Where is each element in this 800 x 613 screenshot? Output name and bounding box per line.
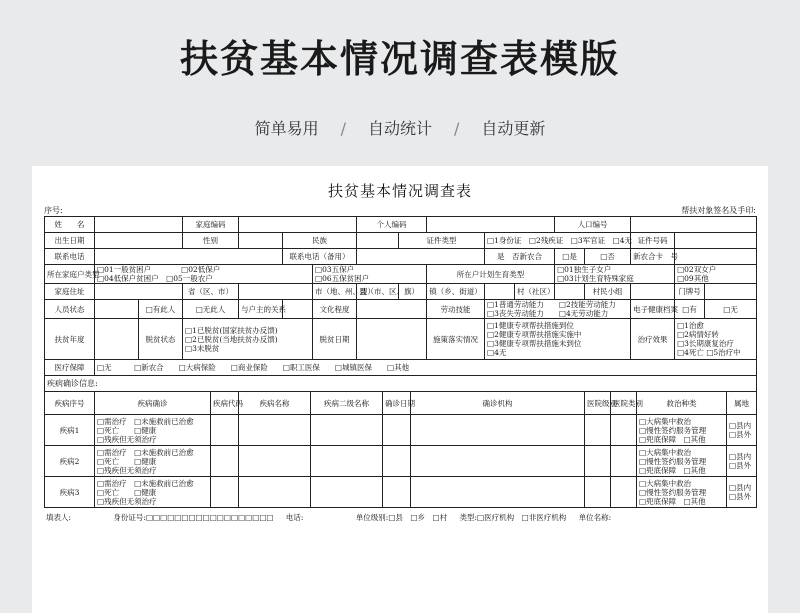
relation-label: 与户主的关系 (239, 300, 283, 319)
relation-field[interactable] (283, 300, 313, 319)
member-type-options-a[interactable] (555, 265, 675, 284)
city-field[interactable] (239, 284, 313, 300)
hero-title: 扶贫基本情况调查表模版 (179, 37, 620, 81)
population-code-field[interactable] (631, 217, 757, 233)
effect-opt-line (677, 348, 754, 357)
education-label: 文化程度 (313, 300, 357, 319)
exit-status-label: 脱贫状态 (139, 319, 183, 360)
hospital-level-field[interactable] (585, 446, 611, 477)
exit-opt-line: □2已脱贫(当地扶贫办反馈) (185, 334, 278, 344)
form-footer (32, 508, 768, 523)
disease-subname-field[interactable] (311, 415, 383, 446)
col-header: 属地 (727, 392, 757, 415)
confirm-opt: □死亡 □健康 (97, 425, 157, 435)
treat-opt: □慢性签约服务管理 (639, 456, 707, 466)
group-field[interactable] (631, 284, 675, 300)
gender-field[interactable] (239, 233, 283, 249)
confirm-opt: □残疾但无须治疗 (97, 465, 157, 475)
local-opt: □县内 (729, 452, 752, 461)
id-no-field[interactable] (675, 233, 757, 249)
phone-backup-field[interactable] (357, 249, 485, 265)
local-opt: □县外 (729, 492, 752, 501)
address-label: 家庭住址 (45, 284, 95, 300)
col-header: 疾病二级名称 (311, 392, 383, 415)
unit-level[interactable]: 单位级别:□县 □乡 □村 (355, 513, 448, 522)
basic-info-table (44, 216, 757, 392)
local-options[interactable] (727, 415, 757, 446)
population-code-label: 人口编号 (555, 217, 631, 233)
hospital-type-field[interactable] (611, 415, 637, 446)
village-field[interactable] (555, 284, 585, 300)
local-opt: □县内 (729, 421, 752, 430)
measure-opt-line: □1健康专项帮扶措施到位 (487, 321, 574, 330)
disease-label: 疾病2 (45, 446, 95, 477)
measure-opt-line: □3健康专项帮扶措施未到位 (487, 339, 582, 348)
member-type-label: 所在户计划生育类型 (427, 265, 555, 284)
phone-label: 联系电话 (45, 249, 95, 265)
hospital-type-field[interactable] (611, 477, 637, 508)
province-label: 省（区、市） (183, 284, 239, 300)
effect-opt-line: □2病情好转 (677, 330, 719, 339)
mt-opt-line: □01独生子女户 (557, 265, 612, 274)
ncms-no[interactable]: □否 (585, 249, 631, 265)
labor-opt-line: □3丧失劳动能力 □4无劳动能力 (487, 309, 609, 318)
e-record-label: 电子健康档案 (631, 300, 675, 319)
confirm-date-field[interactable] (383, 415, 411, 446)
effect-opt-line: □3长期康复治疗 (677, 339, 734, 348)
col-header: 疾病名称 (239, 392, 311, 415)
disease-subname-field[interactable] (311, 477, 383, 508)
person-code-field[interactable] (427, 217, 555, 233)
disease-section-label: 疾病确诊信息: (45, 376, 757, 392)
mt-opt-line: □09其他 (677, 274, 709, 283)
family-code-field[interactable] (239, 217, 357, 233)
sheet-meta (32, 205, 768, 216)
form-row-birth (45, 233, 757, 249)
treat-opt: □慢性签约服务管理 (639, 425, 707, 435)
measures-label: 施策落实情况 (427, 319, 485, 360)
confirm-opt: □需治疗 □未施救前已治愈 (97, 416, 194, 426)
name-label: 姓 名 (45, 217, 95, 233)
form-row-phone (45, 249, 757, 265)
effect-opt-line: □1治愈 (677, 321, 704, 330)
ht-opt-line: □06五保贫困户 (315, 274, 370, 283)
status-label: 人员状态 (45, 300, 95, 319)
table-row (45, 446, 757, 477)
feature-separator: / (340, 119, 346, 138)
form-row-year (45, 319, 757, 360)
person-code-label: 个人编码 (357, 217, 427, 233)
table-row (45, 415, 757, 446)
confirm-date-field[interactable] (383, 446, 411, 477)
serial-label: 序号: (44, 206, 63, 215)
confirm-opt: □残疾但无须治疗 (97, 434, 157, 444)
sheet-title: 扶贫基本情况调查表 (327, 182, 472, 200)
city-label: 市（地、州、盟） (313, 284, 357, 300)
confirm-org-field[interactable] (411, 477, 585, 508)
phone-field[interactable] (95, 249, 283, 265)
confirm-options[interactable] (95, 477, 211, 508)
house-no-field[interactable] (705, 284, 757, 300)
medical-label: 医疗保障 (45, 360, 95, 376)
ncms-card-field[interactable] (675, 249, 757, 265)
disease-subname-field[interactable] (311, 446, 383, 477)
treat-opt: □大病集中救治 (639, 416, 692, 426)
confirm-opt: □需治疗 □未施救前已治愈 (97, 478, 194, 488)
form-row-medical (45, 360, 757, 376)
effect-options[interactable] (675, 319, 757, 360)
gender-label: 性别 (183, 233, 239, 249)
disease-code-field[interactable] (211, 446, 239, 477)
unit-name[interactable]: 单位名称: (578, 513, 612, 522)
treat-opt: □慢性签约服务管理 (639, 487, 707, 497)
hospital-level-field[interactable] (585, 477, 611, 508)
col-header: 疾病序号 (45, 392, 95, 415)
disease-name-field[interactable] (239, 477, 311, 508)
household-type-options-a[interactable] (95, 265, 313, 284)
form-row-address (45, 284, 757, 300)
feature-list (0, 116, 800, 139)
disease-table (44, 391, 757, 508)
county-label: 县（市、区、旗） (357, 284, 399, 300)
confirm-date-field[interactable] (383, 477, 411, 508)
local-opt: □县外 (729, 430, 752, 439)
disease-label: 疾病3 (45, 477, 95, 508)
treat-options[interactable] (637, 477, 727, 508)
effect-opt: □5治疗中 (706, 348, 741, 357)
table-row (45, 477, 757, 508)
col-header: 疾病代码 (211, 392, 239, 415)
village-label: 村（社区） (515, 284, 555, 300)
disease-code-field[interactable] (211, 415, 239, 446)
province-field[interactable] (95, 284, 183, 300)
col-header: 疾病确诊 (95, 392, 211, 415)
effect-opt: □4死亡 (677, 348, 704, 357)
household-type-options-b[interactable] (313, 265, 427, 284)
feature-separator: / (454, 119, 460, 138)
ncms-yes[interactable]: □是 (555, 249, 585, 265)
mt-opt-line: □03计划生育特殊家庭 (557, 274, 634, 283)
local-options[interactable] (727, 446, 757, 477)
unit-type[interactable]: 类型:□医疗机构 □非医疗机构 (459, 513, 567, 522)
treat-opt: □大病集中救治 (639, 447, 692, 457)
disease-section-row (45, 376, 757, 392)
confirm-opt: □残疾但无须治疗 (97, 496, 157, 506)
confirm-org-field[interactable] (411, 415, 585, 446)
exit-date-field[interactable] (357, 319, 427, 360)
education-field[interactable] (357, 300, 427, 319)
household-type-label: 所在家庭户类型 (45, 265, 95, 284)
disease-header-row (45, 392, 757, 415)
member-type-options-b[interactable] (675, 265, 757, 284)
treat-opt: □大病集中救治 (639, 478, 692, 488)
treat-opt: □兜底保障 □其他 (639, 496, 706, 506)
ethnic-label: 民族 (283, 233, 357, 249)
hospital-type-field[interactable] (611, 446, 637, 477)
ht-opt-line: □03五保户 (315, 265, 355, 274)
disease-label: 疾病1 (45, 415, 95, 446)
exit-date-label: 脱贫日期 (313, 319, 357, 360)
confirm-opt: □死亡 □健康 (97, 456, 157, 466)
local-opt: □县外 (729, 461, 752, 470)
filler-id[interactable]: 身份证号:□□□□□□□□□□□□□□□□□□ (113, 513, 274, 522)
name-field[interactable] (95, 217, 183, 233)
birth-label: 出生日期 (45, 233, 95, 249)
id-no-label: 证件号码 (631, 233, 675, 249)
measures-options[interactable] (485, 319, 631, 360)
ncms-card-label: 新农合卡 号 (631, 249, 675, 265)
measure-opt-line: □4无 (487, 348, 507, 357)
confirm-opt: □需治疗 □未施救前已治愈 (97, 447, 194, 457)
status-field[interactable] (95, 300, 139, 319)
form-row-name (45, 217, 757, 233)
status-not-alive[interactable]: □无此人 (183, 300, 239, 319)
form-sheet (32, 166, 768, 613)
feature-item: 简单易用 (254, 119, 319, 138)
id-type-options[interactable]: □1身份证 □2残疾证 □3军官证 □4无 (485, 233, 631, 249)
form-row-status (45, 300, 757, 319)
col-header: 医院类别 (611, 392, 637, 415)
col-header: 确诊机构 (411, 392, 585, 415)
exit-opt-line: □1已脱贫(国家扶贫办反馈) (185, 325, 278, 335)
exit-status-options[interactable] (183, 319, 313, 360)
measure-opt-line: □2健康专项帮扶措施实施中 (487, 330, 582, 339)
year-label: 扶贫年度 (45, 319, 95, 360)
treat-opt: □兜底保障 □其他 (639, 465, 706, 475)
hospital-level-field[interactable] (585, 415, 611, 446)
filler-phone[interactable]: 电话: (285, 513, 304, 522)
col-header: 医院级别 (585, 392, 611, 415)
town-label: 镇（乡、街道） (427, 284, 485, 300)
ht-opt-line: □01一般贫困户 □02低保户 (97, 265, 221, 274)
feature-item: 自动更新 (481, 119, 546, 138)
feature-item: 自动统计 (367, 119, 432, 138)
col-header: 确诊日期 (383, 392, 411, 415)
disease-code-field[interactable] (211, 477, 239, 508)
medical-options[interactable]: □无 □新农合 □大病保险 □商业保险 □职工医保 □城镇医保 □其他 (95, 360, 757, 376)
ncms-label: 是 否新农合 (485, 249, 555, 265)
birth-field[interactable] (95, 233, 183, 249)
treat-options[interactable] (637, 415, 727, 446)
disease-name-field[interactable] (239, 446, 311, 477)
town-field[interactable] (485, 284, 515, 300)
mt-opt-line: □02双女户 (677, 265, 717, 274)
exit-opt-line: □3未脱贫 (185, 343, 220, 353)
treat-opt: □兜底保障 □其他 (639, 434, 706, 444)
labor-options[interactable] (485, 300, 631, 319)
confirm-org-field[interactable] (411, 446, 585, 477)
e-record-has[interactable]: □有 (675, 300, 705, 319)
labor-label: 劳动技能 (427, 300, 485, 319)
status-alive[interactable]: □有此人 (139, 300, 183, 319)
confirm-options[interactable] (95, 446, 211, 477)
ethnic-field[interactable] (357, 233, 399, 249)
confirm-opt: □死亡 □健康 (97, 487, 157, 497)
effect-label: 治疗效果 (631, 319, 675, 360)
e-record-none[interactable]: □无 (705, 300, 757, 319)
col-header: 救治种类 (637, 392, 727, 415)
family-code-label: 家庭编码 (183, 217, 239, 233)
phone-backup-label: 联系电话（备用） (283, 249, 357, 265)
local-opt: □县内 (729, 483, 752, 492)
group-label: 村民小组 (585, 284, 631, 300)
disease-name-field[interactable] (239, 415, 311, 446)
ht-opt-line: □04低保户贫困户 □05一般农户 (97, 274, 213, 283)
filler-label: 填表人: (46, 513, 72, 522)
id-type-label: 证件类型 (399, 233, 485, 249)
sign-label: 帮扶对象签名及手印: (681, 206, 756, 215)
treat-options[interactable] (637, 446, 727, 477)
house-no-label: 门牌号 (675, 284, 705, 300)
year-field[interactable] (95, 319, 139, 360)
labor-opt-line: □1普通劳动能力 □2技能劳动能力 (487, 300, 616, 309)
local-options[interactable] (727, 477, 757, 508)
form-row-household (45, 265, 757, 284)
confirm-options[interactable] (95, 415, 211, 446)
